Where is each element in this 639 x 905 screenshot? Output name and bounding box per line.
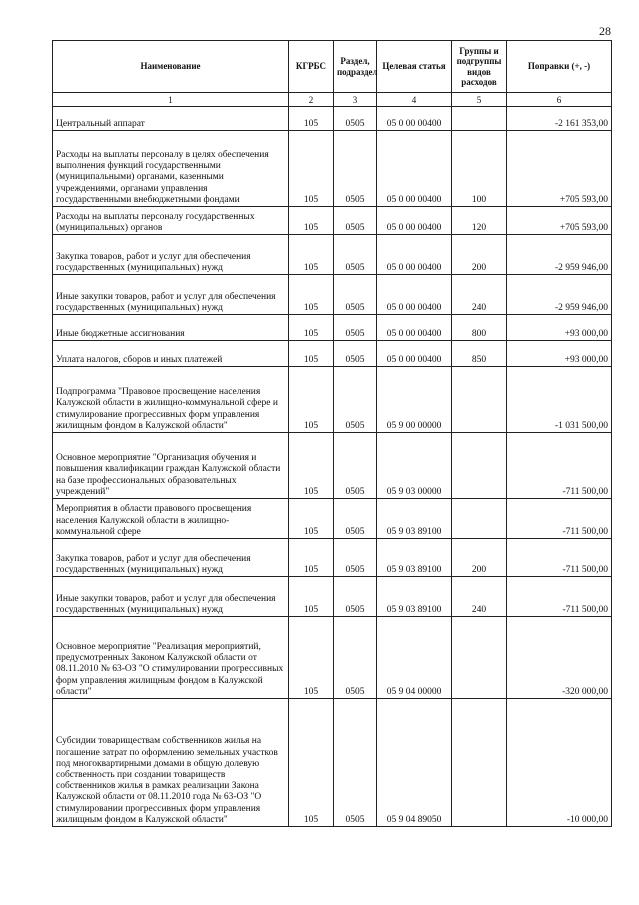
- row-group: 850: [452, 341, 507, 367]
- header-target: Целевая статья: [377, 41, 452, 93]
- table-row: [53, 275, 612, 315]
- row-name: Основное мероприятие "Реализация мероприятий, предусмотренных Законом Калужской области от 08.11.2010 № 63-ОЗ "О стимулировании прогрессивных форм управления жилищным фондом в Калужской области": [53, 617, 289, 699]
- row-value: +705 593,00: [507, 131, 612, 207]
- table-row: [53, 207, 612, 235]
- row-value: +93 000,00: [507, 341, 612, 367]
- column-number: 2: [289, 93, 334, 107]
- row-target: 05 0 00 00400: [377, 275, 452, 315]
- row-value: -711 500,00: [507, 433, 612, 499]
- row-section: 0505: [334, 315, 377, 341]
- row-kgrbs: 105: [289, 207, 334, 235]
- row-value: -2 161 353,00: [507, 107, 612, 131]
- table-header-row: [53, 41, 612, 93]
- row-target: 05 9 03 89100: [377, 577, 452, 617]
- row-target: 05 9 03 00000: [377, 433, 452, 499]
- page-number: 28: [599, 24, 611, 38]
- row-section: 0505: [334, 107, 377, 131]
- table-row: [53, 341, 612, 367]
- row-section: 0505: [334, 617, 377, 699]
- row-value: -320 000,00: [507, 617, 612, 699]
- row-group: [452, 433, 507, 499]
- row-section: 0505: [334, 131, 377, 207]
- row-group: 240: [452, 275, 507, 315]
- header-name: Наименование: [53, 41, 289, 93]
- row-value: -2 959 946,00: [507, 235, 612, 275]
- column-number-row: [53, 93, 612, 107]
- row-name: Субсидии товариществам собственников жилья на погашение затрат по оформлению земельных участков под многоквартирными домами в общую долевую собственность при создании товариществ собственников жилья в рамках реализации Закона Калужской области от 08.11.2010 года № 63-ОЗ "О стимулировании прогрессивных форм управления жилищным фондом в Калужской области": [53, 699, 289, 827]
- row-kgrbs: 105: [289, 367, 334, 433]
- row-section: 0505: [334, 539, 377, 577]
- row-name: Основное мероприятие "Организация обучения и повышения квалификации граждан Калужской области на базе профессиональных образовательных учреждений": [53, 433, 289, 499]
- header-section: Раздел, подраздел: [334, 41, 377, 93]
- row-kgrbs: 105: [289, 275, 334, 315]
- row-target: 05 0 00 00400: [377, 341, 452, 367]
- table-row: [53, 315, 612, 341]
- row-name: Закупка товаров, работ и услуг для обеспечения государственных (муниципальных) нужд: [53, 539, 289, 577]
- row-name: Расходы на выплаты персоналу государственных (муниципальных) органов: [53, 207, 289, 235]
- row-section: 0505: [334, 235, 377, 275]
- column-number: 3: [334, 93, 377, 107]
- row-group: 240: [452, 577, 507, 617]
- column-number: 6: [507, 93, 612, 107]
- row-group: 200: [452, 539, 507, 577]
- row-group: 800: [452, 315, 507, 341]
- table-row: [53, 131, 612, 207]
- row-value: -2 959 946,00: [507, 275, 612, 315]
- row-target: 05 0 00 00400: [377, 131, 452, 207]
- row-target: 05 9 00 00000: [377, 367, 452, 433]
- row-name: Иные закупки товаров, работ и услуг для обеспечения государственных (муниципальных) нужд: [53, 275, 289, 315]
- row-section: 0505: [334, 341, 377, 367]
- row-name: Уплата налогов, сборов и иных платежей: [53, 341, 289, 367]
- table-row: [53, 433, 612, 499]
- row-target: 05 0 00 00400: [377, 315, 452, 341]
- row-section: 0505: [334, 433, 377, 499]
- header-groups: Группы и подгруппы видов расходов: [452, 41, 507, 93]
- row-value: -10 000,00: [507, 699, 612, 827]
- row-group: [452, 499, 507, 539]
- row-group: 100: [452, 131, 507, 207]
- row-kgrbs: 105: [289, 577, 334, 617]
- table-row: [53, 367, 612, 433]
- column-number: 5: [452, 93, 507, 107]
- row-value: -711 500,00: [507, 577, 612, 617]
- row-target: 05 9 03 89100: [377, 499, 452, 539]
- row-section: 0505: [334, 577, 377, 617]
- budget-table: [52, 40, 612, 827]
- row-name: Мероприятия в области правового просвещения населения Калужской области в жилищно-коммунальной сфере: [53, 499, 289, 539]
- row-group: 200: [452, 235, 507, 275]
- row-target: 05 0 00 00400: [377, 207, 452, 235]
- row-name: Иные закупки товаров, работ и услуг для обеспечения государственных (муниципальных) нужд: [53, 577, 289, 617]
- row-name: Иные бюджетные ассигнования: [53, 315, 289, 341]
- row-kgrbs: 105: [289, 499, 334, 539]
- row-kgrbs: 105: [289, 235, 334, 275]
- row-value: +705 593,00: [507, 207, 612, 235]
- row-group: [452, 367, 507, 433]
- header-kgrbs: КГРБС: [289, 41, 334, 93]
- row-section: 0505: [334, 275, 377, 315]
- row-group: 120: [452, 207, 507, 235]
- row-group: [452, 699, 507, 827]
- column-number: 4: [377, 93, 452, 107]
- row-name: Расходы на выплаты персоналу в целях обеспечения выполнения функций государственными (муниципальными) органами, казенными учреждениями, органами управления государственными внебюджетными фондами: [53, 131, 289, 207]
- row-target: 05 9 03 89100: [377, 539, 452, 577]
- header-changes: Поправки (+, -): [507, 41, 612, 93]
- row-value: -711 500,00: [507, 499, 612, 539]
- row-name: Подпрограмма "Правовое просвещение населения Калужской области в жилищно-коммунальной сфере и стимулирование прогрессивных форм управления жилищным фондом в Калужской области": [53, 367, 289, 433]
- row-target: 05 0 00 00400: [377, 235, 452, 275]
- table-row: [53, 617, 612, 699]
- row-value: -1 031 500,00: [507, 367, 612, 433]
- table-row: [53, 235, 612, 275]
- row-target: 05 9 04 00000: [377, 617, 452, 699]
- column-number: 1: [53, 93, 289, 107]
- table-row: [53, 107, 612, 131]
- row-group: [452, 107, 507, 131]
- row-kgrbs: 105: [289, 131, 334, 207]
- row-name: Центральный аппарат: [53, 107, 289, 131]
- row-kgrbs: 105: [289, 107, 334, 131]
- row-target: 05 0 00 00400: [377, 107, 452, 131]
- table-row: [53, 699, 612, 827]
- row-group: [452, 617, 507, 699]
- row-section: 0505: [334, 367, 377, 433]
- row-kgrbs: 105: [289, 539, 334, 577]
- row-name: Закупка товаров, работ и услуг для обеспечения государственных (муниципальных) нужд: [53, 235, 289, 275]
- row-target: 05 9 04 89050: [377, 699, 452, 827]
- row-kgrbs: 105: [289, 617, 334, 699]
- table-row: [53, 539, 612, 577]
- row-kgrbs: 105: [289, 699, 334, 827]
- row-kgrbs: 105: [289, 433, 334, 499]
- table-row: [53, 499, 612, 539]
- row-kgrbs: 105: [289, 341, 334, 367]
- row-section: 0505: [334, 699, 377, 827]
- table-row: [53, 577, 612, 617]
- row-kgrbs: 105: [289, 315, 334, 341]
- row-value: +93 000,00: [507, 315, 612, 341]
- row-section: 0505: [334, 499, 377, 539]
- row-value: -711 500,00: [507, 539, 612, 577]
- row-section: 0505: [334, 207, 377, 235]
